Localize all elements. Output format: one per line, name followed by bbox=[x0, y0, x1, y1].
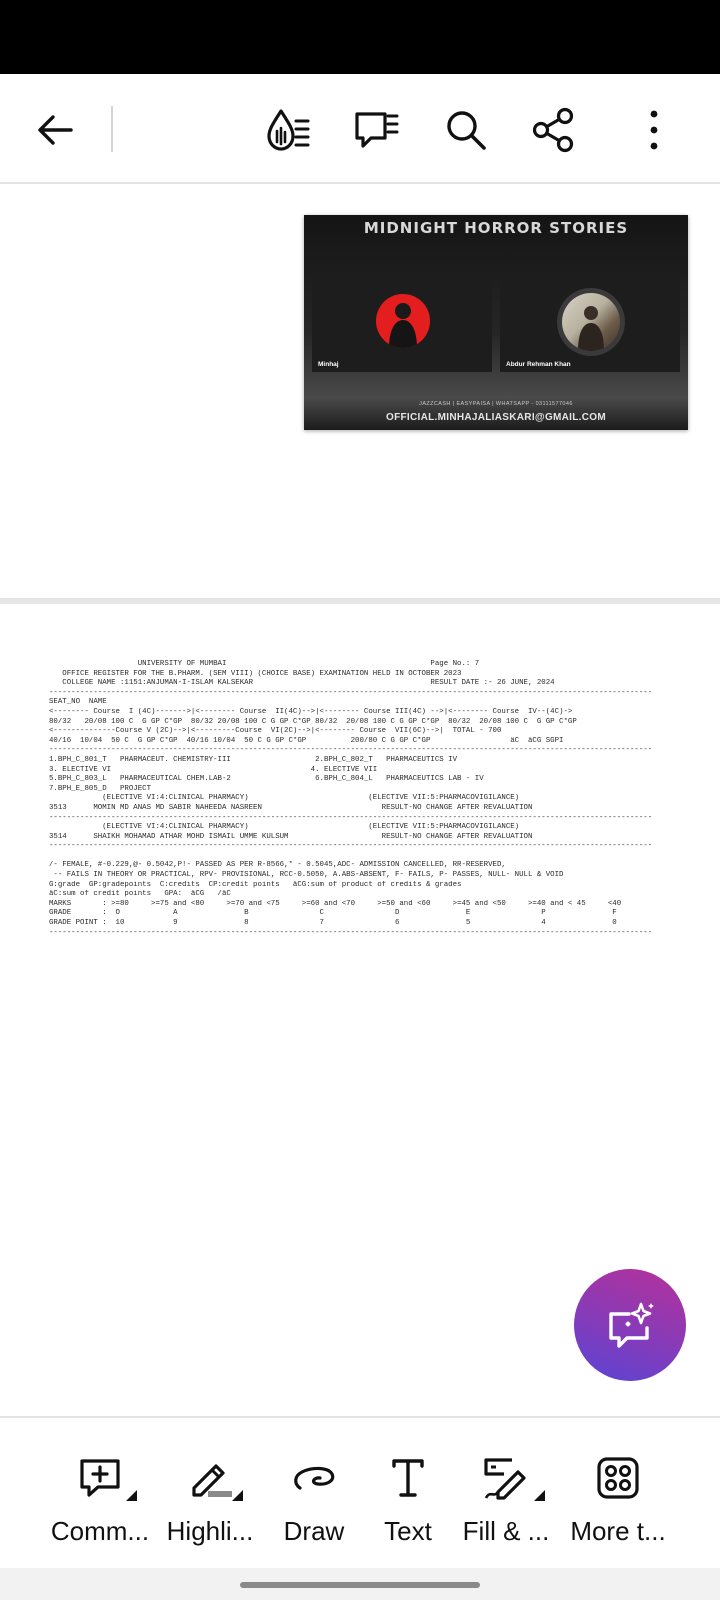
submenu-indicator bbox=[534, 1490, 545, 1501]
result-register-text bbox=[49, 660, 720, 938]
document-line: <--------------Course V (2C)-->|<---------Course VI(2C)-->|<-------- Course VII(6C)-->| TOTAL - 700 bbox=[49, 727, 502, 736]
tool-label: Fill & ... bbox=[462, 1516, 550, 1546]
document-line: GRADE : O A B C D E P F bbox=[49, 909, 617, 918]
participant-tile-left bbox=[312, 272, 492, 372]
document-line: G:grade GP:gradepoints C:credits CP:credit points äCG:sum of product of credits & grades bbox=[49, 880, 462, 889]
back-button[interactable] bbox=[29, 104, 81, 156]
highlight-tool[interactable] bbox=[150, 1418, 270, 1570]
document-line: ---------------------------------------------------------------------------------------------------------------------------------------- bbox=[49, 813, 653, 822]
document-line: 3513 MOMIN MD ANAS MD SABIR NAHEEDA NASREEN RESULT-NO CHANGE AFTER REVALUATION bbox=[49, 803, 533, 812]
tool-label: Comm... bbox=[50, 1516, 150, 1546]
text-tool[interactable] bbox=[360, 1418, 456, 1570]
submenu-indicator bbox=[126, 1490, 137, 1501]
draw-icon bbox=[290, 1454, 338, 1502]
search-icon bbox=[444, 108, 488, 152]
back-arrow-icon bbox=[35, 110, 75, 150]
avatar bbox=[376, 294, 430, 348]
document-line: (ELECTIVE VI:4:CLINICAL PHARMACY) (ELECTIVE VII:5:PHARMACOVIGILANCE) bbox=[49, 823, 520, 832]
submenu-indicator bbox=[232, 1490, 243, 1501]
document-line: 1.BPH_C_801_T PHARMACEUT. CHEMISTRY-III 2.BPH_C_802_T PHARMACEUTICS IV bbox=[49, 755, 458, 764]
more-options-button[interactable] bbox=[628, 104, 680, 156]
system-nav-bar bbox=[0, 1568, 720, 1600]
share-icon bbox=[531, 107, 577, 153]
home-gesture-pill[interactable] bbox=[240, 1582, 480, 1588]
more-tools-button[interactable] bbox=[556, 1418, 680, 1570]
document-line: 7.BPH_E_805_D PROJECT bbox=[49, 784, 152, 793]
page-separator bbox=[0, 598, 720, 604]
document-line: SEAT_NO NAME bbox=[49, 698, 107, 707]
document-line: UNIVERSITY OF MUMBAI Page No.: 7 bbox=[49, 660, 480, 668]
document-line: 3514 SHAIKH MOHAMAD ATHAR MOHD ISMAIL UMME KULSUM RESULT-NO CHANGE AFTER REVALUATION bbox=[49, 832, 533, 841]
document-line: OFFICE REGISTER FOR THE B.PHARM. (SEM VIII) (CHOICE BASE) EXAMINATION HELD IN OCTOBER 2023 bbox=[49, 669, 462, 678]
highlighter-icon bbox=[186, 1454, 234, 1502]
tool-label: Text bbox=[384, 1516, 432, 1546]
document-line: COLLEGE NAME :1151:ANJUMAN-I-ISLAM KALSEKAR RESULT DATE :- 26 JUNE, 2024 bbox=[49, 679, 555, 688]
tool-label: Highli... bbox=[166, 1516, 254, 1546]
document-line: -- FAILS IN THEORY OR PRACTICAL, RPV- PROVISIONAL, RCC-0.5050, A.ABS-ABSENT, F- FAILS, P- PASSES, NULL- NULL & VOID bbox=[49, 871, 564, 880]
contact-email: OFFICIAL.MINHAJALIASKARI@GMAIL.COM bbox=[386, 412, 606, 423]
payment-info: JAZZCASH | EASYPAISA | WHATSAPP - 03111577046 bbox=[419, 401, 573, 407]
top-toolbar bbox=[0, 74, 720, 184]
participant-name: Minhaj bbox=[318, 361, 339, 368]
thumbnail-title: MIDNIGHT HORROR STORIES bbox=[363, 219, 629, 237]
document-line: 3. ELECTIVE VI 4. ELECTIVE VII bbox=[49, 765, 378, 774]
comment-add-icon bbox=[78, 1456, 122, 1500]
search-button[interactable] bbox=[440, 104, 492, 156]
document-line: ---------------------------------------------------------------------------------------------------------------------------------------- bbox=[49, 928, 653, 937]
document-line: 5.BPH_C_803_L PHARMACEUTICAL CHEM.LAB-2 6.BPH_C_804_L PHARMACEUTICS LAB - IV bbox=[49, 775, 484, 784]
document-line: /- FEMALE, #-0.229,@- 0.5042,P!- PASSED AS PER R-8566,* - 0.5045,ADC- ADMISSION CANCELLED, RR-RESERVED, bbox=[49, 861, 506, 870]
document-line: 80/32 20/08 100 C G GP C*GP 80/32 20/08 100 C G GP C*GP 80/32 20/08 100 C G GP C*GP 80/32 20/08 100 C G GP C*GP bbox=[49, 717, 577, 726]
document-line: MARKS : >=80 >=75 and <80 >=70 and <75 >=60 and <70 >=50 and <60 >=45 and <50 >=40 and < 45 <40 bbox=[49, 899, 622, 908]
text-icon bbox=[388, 1456, 428, 1500]
document-line: äC:sum of credit points GPA: äCG /äC bbox=[49, 890, 231, 899]
toolbar-divider bbox=[111, 106, 113, 152]
fill-sign-icon bbox=[482, 1454, 530, 1502]
status-bar bbox=[0, 0, 720, 74]
more-vertical-icon bbox=[644, 108, 664, 152]
fill-sign-tool[interactable] bbox=[446, 1418, 566, 1570]
ai-assistant-icon bbox=[605, 1300, 655, 1350]
document-line: (ELECTIVE VI:4:CLINICAL PHARMACY) (ELECTIVE VII:5:PHARMACOVIGILANCE) bbox=[49, 794, 520, 803]
comments-list-icon bbox=[352, 106, 400, 154]
document-line bbox=[49, 852, 720, 862]
ai-assistant-button[interactable] bbox=[574, 1269, 686, 1381]
document-line: ---------------------------------------------------------------------------------------------------------------------------------------- bbox=[49, 688, 653, 697]
comments-list-button[interactable] bbox=[350, 104, 402, 156]
tool-label: More t... bbox=[570, 1516, 666, 1546]
avatar bbox=[557, 288, 625, 356]
participant-tile-right bbox=[500, 272, 680, 372]
participant-name: Abdur Rehman Khan bbox=[506, 361, 571, 368]
tool-label: Draw bbox=[283, 1516, 345, 1546]
share-button[interactable] bbox=[528, 104, 580, 156]
bottom-toolbar bbox=[0, 1416, 720, 1568]
embedded-video-thumbnail bbox=[304, 215, 688, 430]
liquid-mode-icon bbox=[264, 106, 312, 154]
comment-tool[interactable] bbox=[40, 1418, 160, 1570]
document-line: 40/16 10/04 50 C G GP C*GP 40/16 10/04 50 C G GP C*GP 200/80 C G GP C*GP äC äCG SGPI bbox=[49, 736, 564, 745]
document-line: <-------- Course I (4C)------->|<-------- Course II(4C)-->|<-------- Course III(4C) -->|<-------- Course IV--(4C)-> bbox=[49, 707, 573, 716]
liquid-mode-button[interactable] bbox=[262, 104, 314, 156]
document-line: GRADE POINT : 10 9 8 7 6 5 4 0 bbox=[49, 919, 617, 928]
more-tools-icon bbox=[596, 1456, 640, 1500]
draw-tool[interactable] bbox=[264, 1418, 364, 1570]
document-line: ---------------------------------------------------------------------------------------------------------------------------------------- bbox=[49, 842, 653, 851]
document-line: ---------------------------------------------------------------------------------------------------------------------------------------- bbox=[49, 746, 653, 755]
